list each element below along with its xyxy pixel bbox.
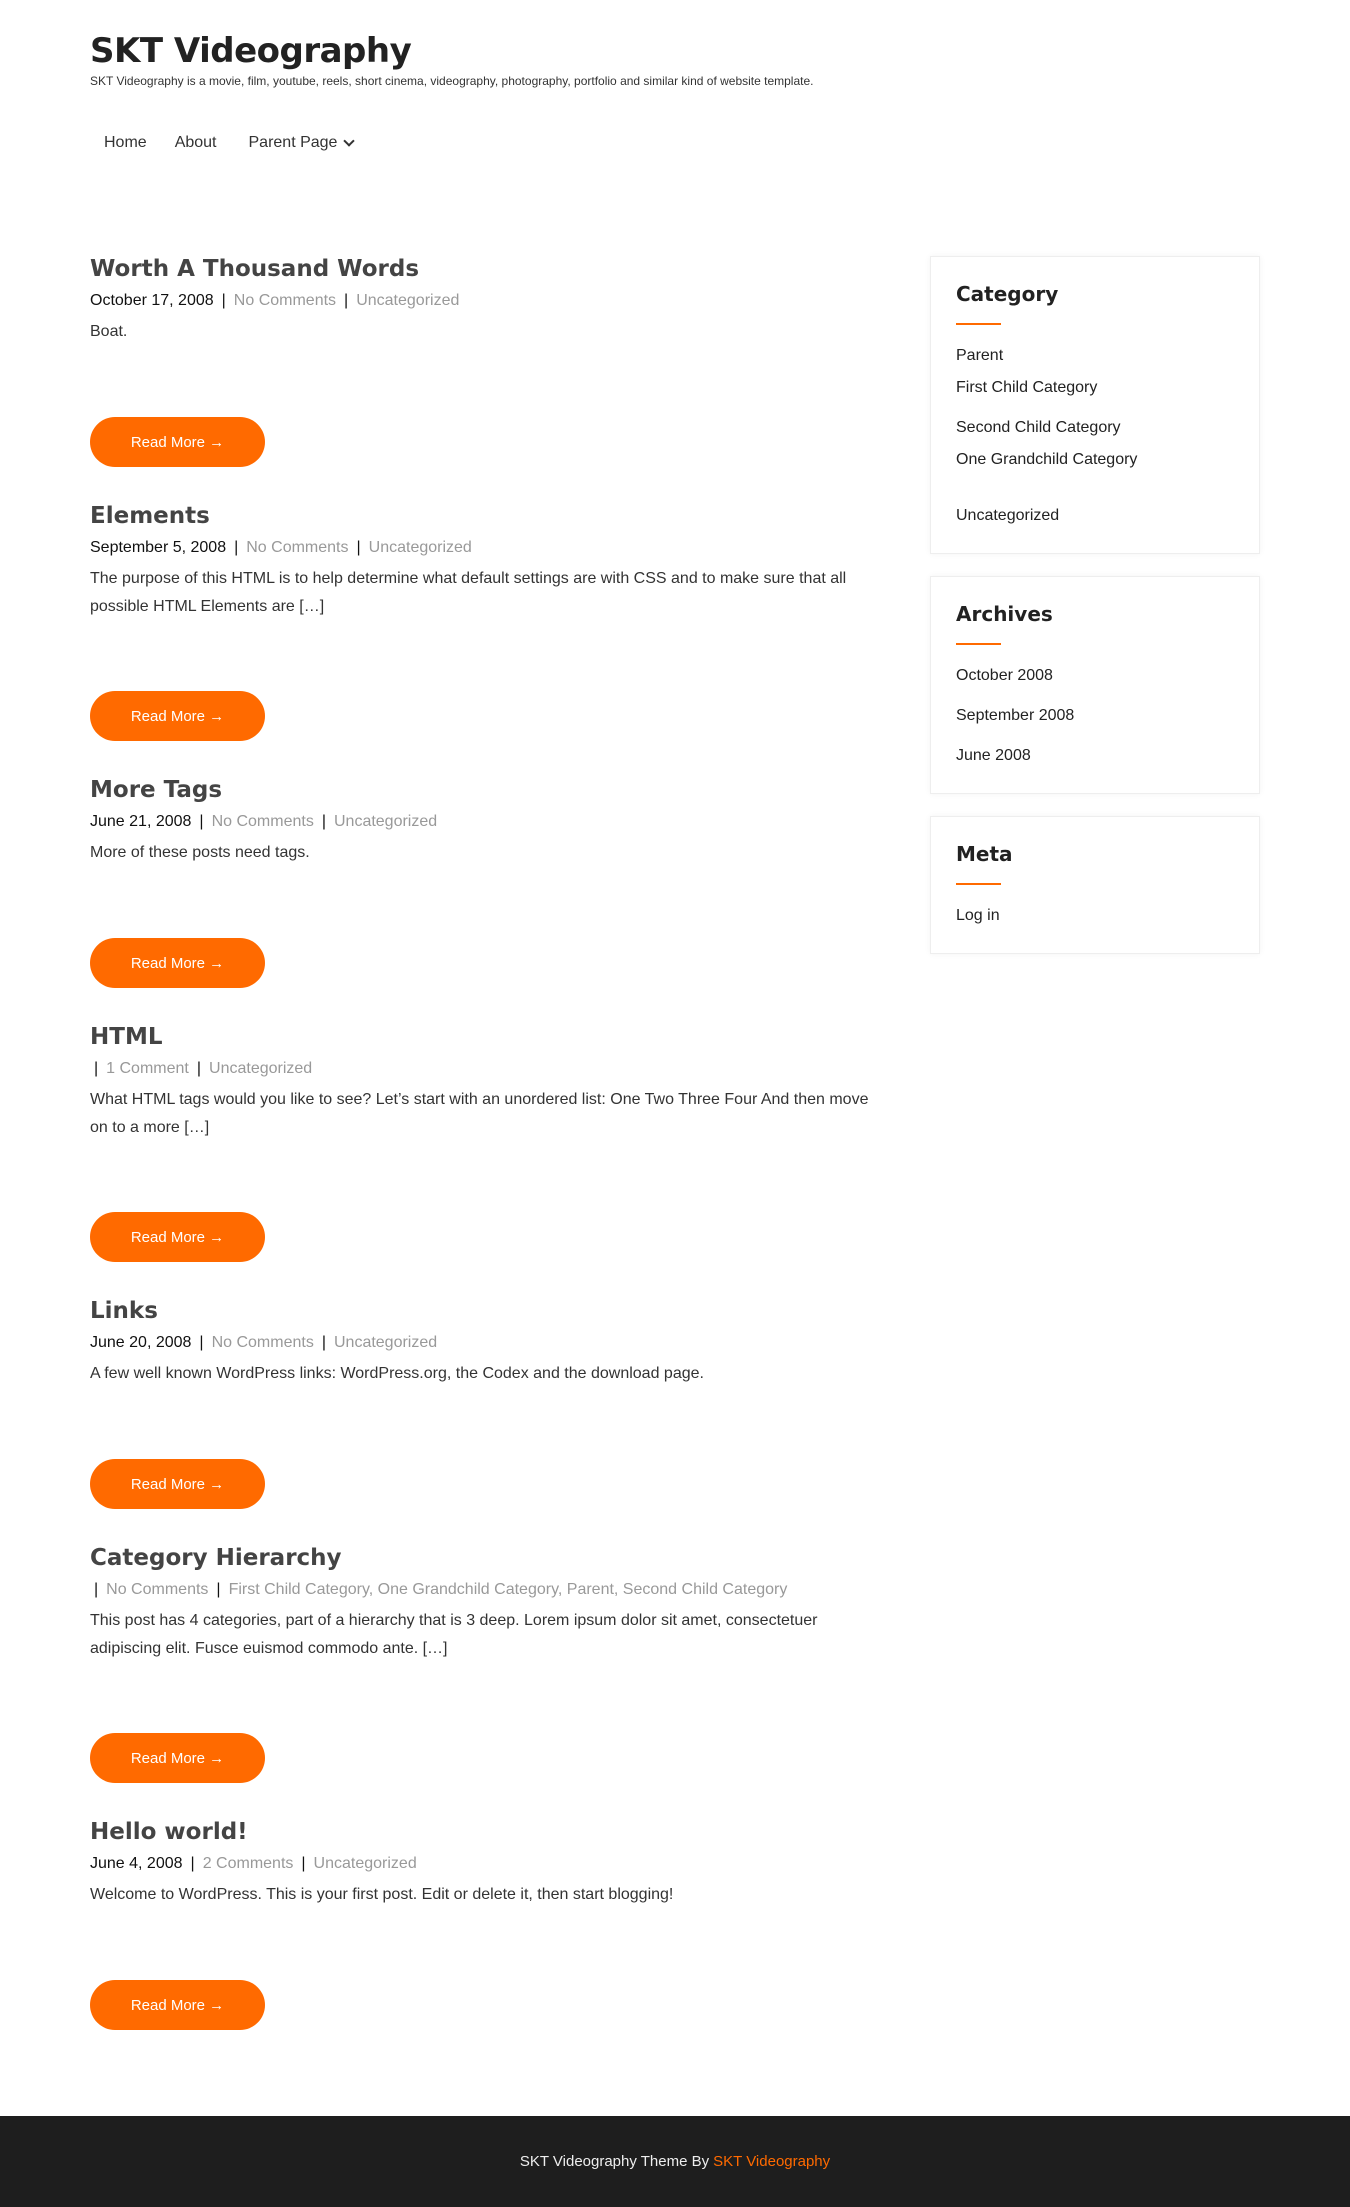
archive-item[interactable]: June 2008 (956, 747, 1031, 764)
post-title[interactable]: Worth A Thousand Words (90, 256, 420, 282)
chevron-down-icon (344, 135, 355, 146)
category-item-first-child[interactable]: First Child Category (956, 379, 1098, 396)
post-list (90, 252, 880, 2062)
nav-parent-page-label: Parent Page (248, 134, 338, 151)
post-comments-link[interactable]: No Comments (106, 1581, 209, 1598)
read-more-button[interactable]: Read More → (90, 1980, 265, 2030)
post-title[interactable]: Category Hierarchy (90, 1545, 342, 1571)
post-excerpt: This post has 4 categories, part of a hierarchy that is 3 deep. Lorem ipsum dolor sit amet, consectetuer adipiscing elit. Fusce euismod commodo ante. […] (90, 1612, 818, 1657)
post-comments-link[interactable]: 2 Comments (202, 1855, 294, 1872)
widget-title: Meta (956, 842, 1013, 866)
footer-brand-link[interactable]: SKT Videography (713, 2153, 831, 2170)
sidebar (930, 256, 1260, 976)
site-title[interactable]: SKT Videography (90, 31, 412, 71)
post (90, 1541, 880, 1815)
post-excerpt: A few well known WordPress links: WordPress.org, the Codex and the download page. (90, 1365, 704, 1382)
site-tagline: SKT Videography is a movie, film, youtube, reels, short cinema, videography, photography, portfolio and similar kind of website template. (90, 74, 814, 88)
post-comments-link[interactable]: No Comments (211, 1334, 314, 1351)
site-header (90, 30, 1260, 88)
post-category-link[interactable]: First Child Category, One Grandchild Category, Parent, Second Child Category (228, 1581, 788, 1598)
post-meta: September 5, 2008 | No Comments | Uncategorized (90, 539, 472, 556)
post-comments-link[interactable]: No Comments (233, 292, 337, 309)
read-more-button[interactable]: Read More → (90, 691, 265, 741)
post-category-link[interactable]: Uncategorized (356, 292, 460, 309)
post-title[interactable]: HTML (90, 1024, 163, 1050)
post-meta: June 21, 2008 | No Comments | Uncategorized (90, 813, 438, 830)
post-title[interactable]: Hello world! (90, 1819, 248, 1845)
login-link[interactable]: Log in (956, 907, 1000, 924)
post-excerpt: Welcome to WordPress. This is your first post. Edit or delete it, then start blogging! (90, 1886, 674, 1903)
post-comments-link[interactable]: No Comments (246, 539, 349, 556)
post-meta: | 1 Comment | Uncategorized (94, 1060, 313, 1077)
post-title[interactable]: Elements (90, 503, 210, 529)
category-item-grandchild[interactable]: One Grandchild Category (956, 451, 1138, 468)
category-item-uncategorized[interactable]: Uncategorized (956, 507, 1060, 524)
post-date: June 21, 2008 (90, 813, 192, 830)
post-date: October 17, 2008 (90, 292, 214, 309)
read-more-button[interactable]: Read More → (90, 1459, 265, 1509)
post-meta: June 20, 2008 | No Comments | Uncategorized (90, 1334, 438, 1351)
archive-item[interactable]: October 2008 (956, 667, 1053, 684)
read-more-button[interactable]: Read More → (90, 938, 265, 988)
archives-list (956, 665, 1234, 767)
widget-divider (956, 883, 1001, 885)
post (90, 499, 880, 773)
archives-widget (930, 576, 1260, 794)
post (90, 252, 880, 499)
read-more-button[interactable]: Read More → (90, 417, 265, 467)
post-category-link[interactable]: Uncategorized (209, 1060, 313, 1077)
site-footer (0, 2116, 1350, 2207)
meta-widget (930, 816, 1260, 954)
post-date: June 4, 2008 (90, 1855, 183, 1872)
post (90, 1294, 880, 1541)
post (90, 1815, 880, 2062)
post (90, 1020, 880, 1294)
widget-title: Archives (956, 602, 1053, 626)
read-more-button[interactable]: Read More → (90, 1212, 265, 1262)
widget-divider (956, 643, 1001, 645)
post-meta: | No Comments | First Child Category, One Grandchild Category, Parent, Second Child Category (94, 1581, 788, 1598)
post-excerpt: Boat. (90, 323, 128, 340)
read-more-button[interactable]: Read More → (90, 1733, 265, 1783)
post-meta: October 17, 2008 | No Comments | Uncategorized (90, 292, 460, 309)
post-title[interactable]: More Tags (90, 777, 223, 803)
widget-title: Category (956, 282, 1059, 306)
post-excerpt: More of these posts need tags. (90, 844, 310, 861)
post-comments-link[interactable]: 1 Comment (106, 1060, 189, 1077)
main-nav (90, 130, 367, 156)
widget-divider (956, 323, 1001, 325)
category-list (956, 345, 1234, 527)
post-meta: June 4, 2008 | 2 Comments | Uncategorized (90, 1855, 417, 1872)
nav-parent-page[interactable] (235, 130, 368, 156)
post-excerpt: What HTML tags would you like to see? Let’s start with an unordered list: One Two Three Four And then move on to a more […] (90, 1091, 869, 1136)
category-widget (930, 256, 1260, 554)
post-title[interactable]: Links (90, 1298, 158, 1324)
archive-item[interactable]: September 2008 (956, 707, 1075, 724)
category-item-parent[interactable]: Parent (956, 347, 1004, 364)
post (90, 773, 880, 1020)
nav-home[interactable]: Home (104, 134, 147, 151)
post-date: September 5, 2008 (90, 539, 227, 556)
nav-about[interactable]: About (174, 134, 217, 151)
post-category-link[interactable]: Uncategorized (313, 1855, 417, 1872)
post-excerpt: The purpose of this HTML is to help determine what default settings are with CSS and to make sure that all possible HTML Elements are […] (90, 570, 847, 615)
post-comments-link[interactable]: No Comments (211, 813, 314, 830)
post-category-link[interactable]: Uncategorized (333, 813, 438, 830)
post-date: June 20, 2008 (90, 1334, 192, 1351)
meta-list (956, 905, 1234, 927)
post-category-link[interactable]: Uncategorized (333, 1334, 438, 1351)
category-item-second-child[interactable]: Second Child Category (956, 419, 1121, 436)
footer-text: SKT Videography Theme By (519, 2153, 710, 2170)
post-category-link[interactable]: Uncategorized (368, 539, 472, 556)
